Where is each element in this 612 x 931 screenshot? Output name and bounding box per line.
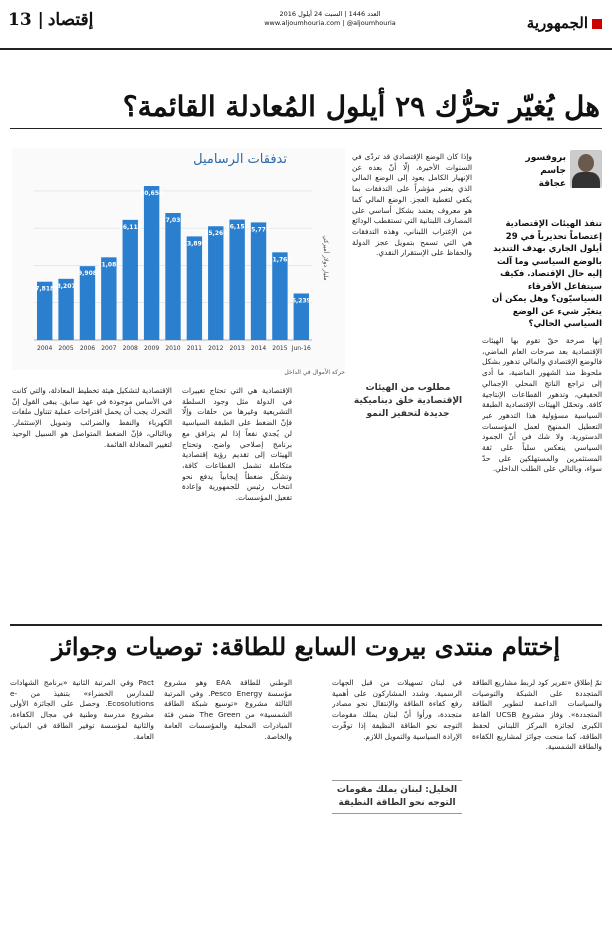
chart-bar <box>165 213 180 340</box>
article1-col1: إنها صرخة حقّ تقوم بها الهيئات الإقتصادية بعد صرخات العام الماضي، فالوضع الإقتصادي والمالي تدهور بشكل ملحوظ منذ الشهور الماضية، ما أدى إلى تراجع الناتج المحلي الإجمالي الحقيقي، وتدهور القطاعات الإنتاجية كافة. وتحمّل الهيئات الإقتصادية الطبقة السياسية مسؤولية هذا التدهور عبر التعطيل الممنهج لعمل المؤسسات الدستورية. ولا شك في أنّ الجمود السياسي ينعكس سلباً على ثقة المستثمرين والمستهلكين على حدّ سواء، وبالتالي على الطلب الداخلي. <box>482 336 602 474</box>
logo-mark-icon <box>592 19 602 29</box>
chart-bar <box>101 257 116 340</box>
bar-value-label: 7,818 <box>35 285 55 293</box>
author-name: جاسم عجاقة <box>538 166 566 189</box>
chart-bar <box>144 186 159 340</box>
bar-value-label: 11,089 <box>97 261 121 269</box>
chart-bar <box>123 220 138 340</box>
article1-headline: هل يُغيّر تحرُّك ٢٩ أيلول المُعادلة القائمة؟ <box>122 90 600 123</box>
issue-meta <box>160 10 500 28</box>
newspaper-logo <box>527 14 602 32</box>
bar-value-label: 8,207 <box>56 282 76 290</box>
bar-value-label: 15,774 <box>246 226 271 234</box>
chart-bar <box>272 252 287 340</box>
bar-value-label: 15,260 <box>204 230 228 238</box>
section-label: 13 | إقتصاد <box>8 10 94 30</box>
issue-line: العدد 1446 | السبت 24 أيلول 2016 <box>279 10 381 18</box>
logo-text: الجمهورية <box>526 14 588 32</box>
article2-headline: إختتام منتدى بيروت السابع للطاقة: توصيات وجوائز <box>10 624 602 664</box>
section-name: إقتصاد <box>47 10 94 30</box>
pull-quote-1: مطلوب من الهيئات الإقتصادية خلق ديناميكية جديدة لتحفيز النمو <box>353 383 463 419</box>
article1-col2: وإذا كان الوضع الإقتصادي قد تردّى في السنوات الأخيرة، إلّا أنّ بعده عن الإنهيار الكامل يعود إلى الوضع المالي الذي يعتبر مؤشراً على التدفقات بما يكفي لتغطية العجز. الوضع المالي كما هو معروف يعتمد بشكل أساسي على المصارف اللبنانية التي تستقطب الودائع من الإغتراب اللبناني، وهذه التدفقات هي التي تسمح بتمويل عجز الدولة والحفاظ على الإستقرار النقدي. <box>352 152 472 258</box>
page-number: 13 <box>8 10 32 30</box>
author-title: بروفسور <box>525 153 566 163</box>
article1-col4: الإقتصادية لتشكيل هيئة تخطيط المعادلة، والتي كانت في الأساس موجودة في عهد سابق. يبقى القول إنّ التحرك يجب أن يحمل اقتراحات عملية تتناول ملفات الكهرباء والنفط والضرائب وتمويل الإستثمار. وبالتالي، فإنّ الضغط المتواصل هو السبيل الوحيد لتغيير المعادلة القائمة. <box>12 386 172 449</box>
bar-value-label: 9,908 <box>77 270 97 278</box>
chart-source: حركة الأموال في الداخل <box>284 369 345 376</box>
author-photo <box>570 150 602 188</box>
x-tick-label: Jun-16 <box>291 345 311 352</box>
capital-flows-chart <box>12 148 345 370</box>
article2-col2: في لبنان تسهيلات من قبل الجهات الرسمية. وشدد المشاركون على أهمية رفع كفاءة الطاقة والإنتقال نحو مصادر متجددة، ورأوا أنّ لبنان يملك مقومات التوجه نحو الطاقة النظيفة إذا توفّرت الإرادة السياسية والتمويل اللازم. <box>332 678 462 741</box>
x-tick-label: 2006 <box>79 345 96 352</box>
web-line: www.aljoumhouria.com | @aljoumhouria <box>264 19 396 27</box>
chart-bar <box>77 266 97 340</box>
article2-col4: Pact وفي المرتبة الثانية «برنامج الشهادات للمدارس الخضراء» بتنفيذ من e-Ecosolutions. وحصل على الجائزة الأولى مشروع مدرسة وطنية في مجال الكفاءة، والثانية لمؤسسة توفير الطاقة في المباني العامة. <box>10 678 154 741</box>
x-tick-label: 2015 <box>272 345 288 352</box>
x-tick-label: 2009 <box>143 345 160 352</box>
x-tick-label: 2014 <box>250 345 267 352</box>
y-axis-label: مليار دولار أميركي <box>322 235 329 281</box>
bar-value-label: 16,118 <box>118 223 142 231</box>
bar-value-label: 13,897 <box>182 240 206 248</box>
x-tick-label: 2011 <box>186 345 203 352</box>
x-tick-label: 2005 <box>58 345 74 352</box>
bar-value-label: 20,654 <box>140 190 164 198</box>
pull-quote-2: الخليل: لبنان يملك مقومات التوجه نحو الطاقة النظيفة <box>332 780 462 814</box>
author-block <box>522 148 602 228</box>
x-tick-label: 2012 <box>208 345 224 352</box>
article1-col3: الإقتصادية هي التي تحتاج تغييرات في الدولة مثل وجود السلطة التشريعية وغيرها من حلقات وإلّا فإنّ الضغط على الطبقة السياسية لن يُجدي نفعاً إذا لم يترافق مع برنامج إصلاحي واضح. وتحتاج الهيئات إلى تقديم رؤية إقتصادية متكاملة تشمل القطاعات كافة، وتشكّل ضغطاً إيجابياً يدفع نحو انتخاب رئيس للجمهورية وإعادة تفعيل المؤسسات. <box>182 386 292 503</box>
chart-bar <box>229 220 244 340</box>
x-tick-label: 2007 <box>101 345 117 352</box>
bar-value-label: 6,239 <box>291 297 311 305</box>
bar-value-label: 17,035 <box>161 217 185 225</box>
chart-title: تدفقات الرساميل <box>193 152 287 167</box>
x-tick-label: 2010 <box>165 345 181 352</box>
bar-value-label: 11,763 <box>268 256 292 264</box>
headline-rule <box>10 128 602 129</box>
chart-bar <box>251 222 266 340</box>
page-header <box>0 0 612 50</box>
article1-lead: تنفذ الهيئات الإقتصادية إعتصاماً تحذيرياً في 29 أيلول الجاري بهدف التنديد بالوضع السياسي وما آلت إليه حال الإقتصاد. فكيف سيتفاعل الأفرقاء السياسيّون؟ وهل يمكن أن يتغيّر شيء عن الوضع السياسي الحالي؟ <box>491 219 602 329</box>
chart-bar <box>187 236 202 340</box>
chart-bar <box>208 226 223 340</box>
chart-svg <box>12 148 345 370</box>
x-tick-label: 2004 <box>37 345 53 352</box>
x-tick-label: 2008 <box>122 345 138 352</box>
x-tick-label: 2013 <box>229 345 245 352</box>
bar-value-label: 16,157 <box>225 223 249 231</box>
article2-col3: الوطني للطاقة EAA وهو مشروع مؤسسة Pesco Energy. وفي المرتبة الثالثة مشروع «توسيع شبكة الطاقة الشمسية» من The Green ضمن فئة المبادرات المحلية والمؤسسات العامة والخاصة. <box>164 678 292 741</box>
article2-col1: تمّ إطلاق «تقرير كود لربط مشاريع الطاقة المتجددة على الشبكة والتوصيات والسياسات الداعمة لتطوير الطاقة المتجددة». وفاز مشروع UCSB القاعة الكبرى لجائزة المركز اللبناني لحفظ الطاقة، كما منحت جوائز لمشاريع الكفاءة والطاقة الشمسية. <box>472 678 602 752</box>
